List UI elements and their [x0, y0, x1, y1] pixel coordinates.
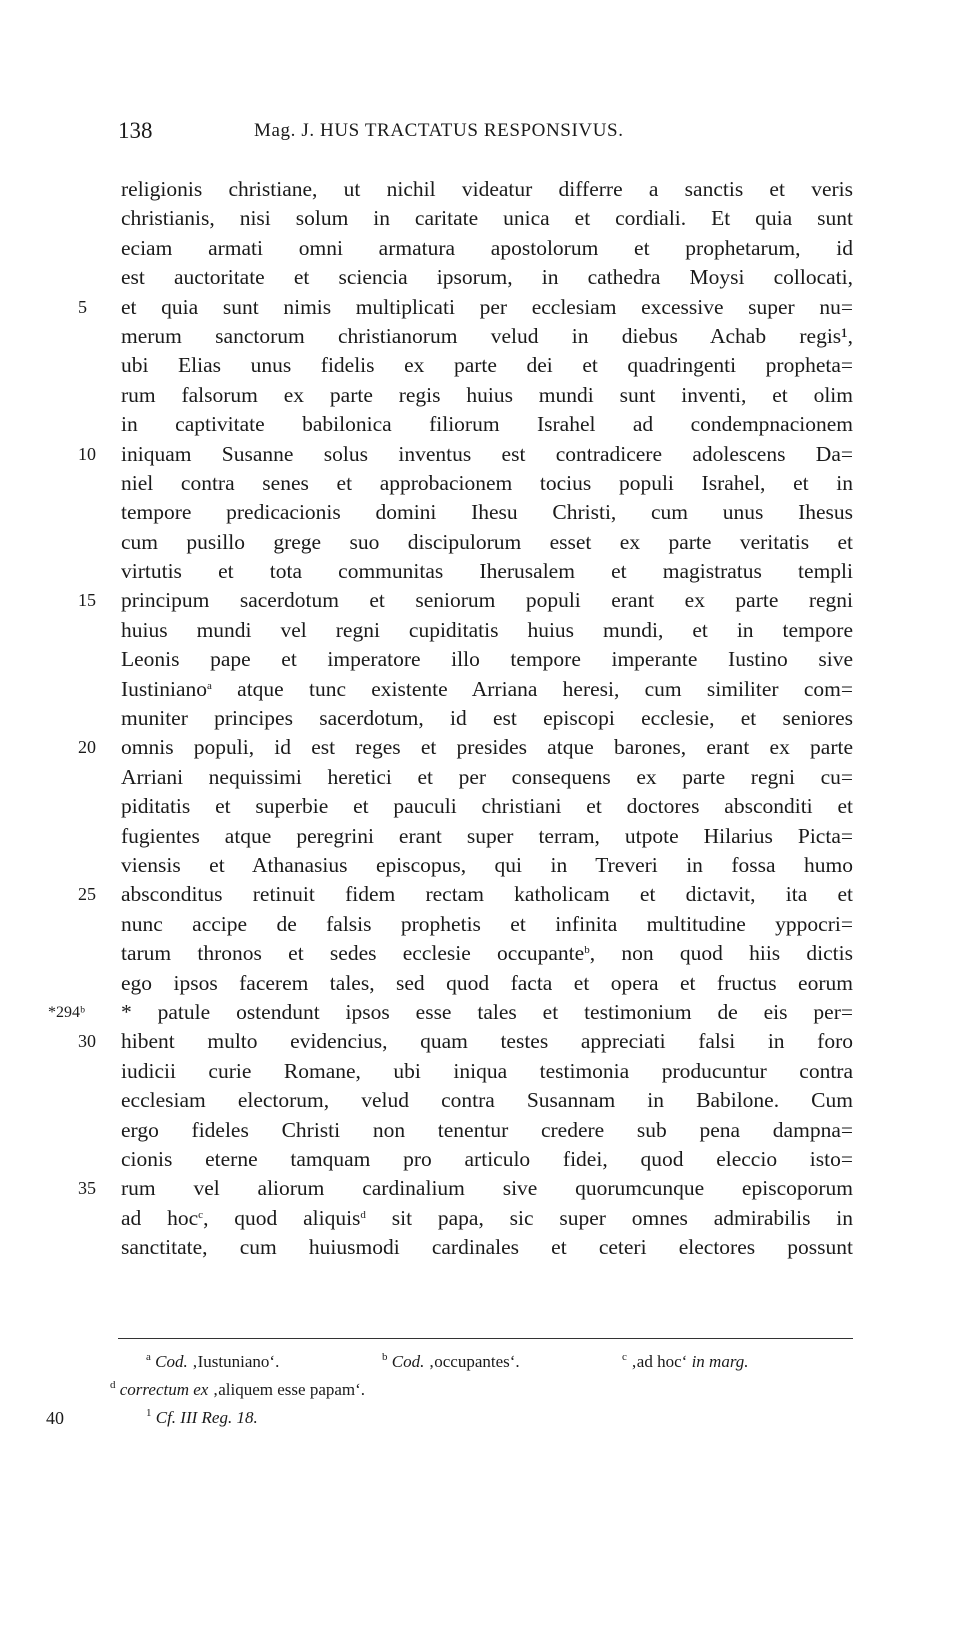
line-text: ad hoc$^c$, quod aliquis$^d$ sit papa, sic super omnes admirabilis in	[121, 1205, 853, 1230]
text-line	[0, 293, 960, 322]
line-text: * patule ostendunt ipsos esse tales et testimonium de eis per=	[121, 999, 853, 1024]
line-text: ego ipsos facerem tales, sed quod facta et opera et fructus eorum	[121, 970, 853, 995]
line-text: religionis christiane, ut nichil videatur differre a sanctis et veris	[121, 177, 853, 201]
line-number: 25	[78, 884, 96, 905]
line-number: 35	[78, 1178, 96, 1199]
line-text: Leonis pape et imperatore illo tempore imperante Iustino sive	[121, 647, 853, 672]
text-line	[0, 263, 960, 292]
text-line	[0, 322, 960, 351]
line-text: muniter principes sacerdotum, id est episcopi ecclesie, et seniores	[121, 706, 853, 731]
line-text: omnis populi, id est reges et presides atque barones, erant ex parte	[121, 735, 853, 760]
text-line	[0, 822, 960, 851]
footnote-text: ‚ad hoc‘	[631, 1352, 688, 1371]
line-text: tempore predicacionis domini Ihesu Christi, cum unus Ihesus	[121, 500, 853, 525]
line-text: absconditus retinuit fidem rectam katholicam et dictavit, ita et	[121, 882, 853, 907]
footnote-row	[0, 1404, 960, 1432]
text-line	[0, 763, 960, 792]
line-number: 15	[78, 590, 96, 611]
text-line	[0, 998, 960, 1027]
line-text: in captivitate babilonica filiorum Israhel ad condempnacionem	[121, 412, 853, 437]
footnote-text: Cf. III Reg. 18.	[155, 1408, 258, 1427]
footnote-a	[146, 1348, 279, 1376]
line-text: huius mundi vel regni cupiditatis huius mundi, et in tempore	[121, 617, 853, 642]
folio-marker: *294ᵇ	[48, 1003, 85, 1021]
text-line	[0, 675, 960, 704]
line-text: fugientes atque peregrini erant super terram, utpote Hilarius Picta=	[121, 823, 853, 848]
line-text: cionis eterne tamquam pro articulo fidei, quod eleccio isto=	[121, 1146, 853, 1171]
text-line	[0, 1027, 960, 1056]
footnote-c	[622, 1348, 749, 1376]
line-text: nunc accipe de falsis prophetis et infinita multitudine yppocri=	[121, 911, 853, 936]
line-text: sanctitate, cum huiusmodi cardinales et ceteri electores possunt	[121, 1235, 853, 1260]
line-text: cum pusillo grege suo discipulorum esset ex parte veritatis et	[121, 529, 853, 554]
text-line	[0, 351, 960, 380]
line-number: 20	[78, 737, 96, 758]
footnote-divider	[118, 1338, 853, 1339]
footnote-tail: in marg.	[691, 1352, 749, 1371]
footnote-text: ‚aliquem esse papam‘.	[212, 1380, 366, 1399]
text-line	[0, 969, 960, 998]
line-number: 10	[78, 443, 96, 464]
line-text: tarum thronos et sedes ecclesie occupante$^b$, non quod hiis dictis	[121, 941, 853, 966]
footnote-mark: b	[382, 1351, 388, 1363]
line-text: rum vel aliorum cardinalium sive quorumcunque episcoporum	[121, 1176, 853, 1201]
text-line	[0, 469, 960, 498]
text-line	[0, 528, 960, 557]
footnote-mark: c	[622, 1351, 627, 1363]
text-line	[0, 733, 960, 762]
line-text: ergo fideles Christi non tenentur credere sub pena dampna=	[121, 1117, 853, 1142]
text-line	[0, 851, 960, 880]
text-line	[0, 1174, 960, 1203]
line-text: ubi Elias unus fidelis ex parte dei et quadringenti propheta=	[121, 353, 853, 378]
running-head: Mag. J. HUS TRACTATUS RESPONSIVUS.	[254, 120, 624, 141]
text-line	[0, 910, 960, 939]
footnote-row	[0, 1376, 960, 1404]
footnote-label: Cod.	[391, 1352, 425, 1371]
text-line	[0, 1204, 960, 1233]
footnote-label: Cod.	[155, 1352, 188, 1371]
text-line	[0, 410, 960, 439]
footnote-b	[382, 1348, 520, 1376]
text-line	[0, 204, 960, 233]
text-line	[0, 645, 960, 674]
text-line	[0, 939, 960, 968]
line-text: et quia sunt nimis multiplicati per ecclesiam excessive super nu=	[121, 294, 853, 319]
footnotes	[0, 1348, 960, 1432]
text-line	[0, 616, 960, 645]
page-number: 138	[118, 118, 153, 143]
text-line	[0, 1057, 960, 1086]
text-line	[0, 381, 960, 410]
line-number: 40	[46, 1408, 64, 1428]
line-text: iudicii curie Romane, ubi iniqua testimonia producuntur contra	[121, 1058, 853, 1083]
text-line	[0, 175, 960, 204]
text-line	[0, 704, 960, 733]
text-line	[0, 557, 960, 586]
text-line	[0, 792, 960, 821]
text-line	[0, 1145, 960, 1174]
main-text	[0, 175, 960, 1262]
line-text: iniquam Susanne solus inventus est contradicere adolescens Da=	[121, 441, 853, 466]
line-text: principum sacerdotum et seniorum populi erant ex parte regni	[121, 588, 853, 613]
footnote-text: ‚Iustuniano‘.	[191, 1352, 280, 1371]
text-line	[0, 498, 960, 527]
text-line	[0, 880, 960, 909]
footnote-label: correctum ex	[119, 1380, 209, 1399]
line-text: christianis, nisi solum in caritate unica et cordiali. Et quia sunt	[121, 206, 853, 231]
line-text: piditatis et superbie et pauculi christiani et doctores absconditi et	[121, 794, 853, 819]
footnote-1	[146, 1404, 258, 1432]
page-header	[118, 118, 758, 148]
text-line	[0, 1086, 960, 1115]
footnote-row	[0, 1348, 960, 1376]
text-line	[0, 440, 960, 469]
line-number: 30	[78, 1031, 96, 1052]
line-text: virtutis et tota communitas Iherusalem et magistratus templi	[121, 559, 853, 584]
footnote-d	[110, 1376, 365, 1404]
footnote-mark: a	[146, 1351, 151, 1363]
line-text: ecclesiam electorum, velud contra Susannam in Babilone. Cum	[121, 1088, 853, 1113]
line-text: est auctoritate et sciencia ipsorum, in cathedra Moysi collocati,	[121, 265, 853, 290]
text-line	[0, 586, 960, 615]
line-text: Arriani nequissimi heretici et per consequens ex parte regni cu=	[121, 764, 853, 789]
line-text: Iustiniano$^a$ atque tunc existente Arriana heresi, cum similiter com=	[121, 676, 853, 701]
line-text: eciam armati omni armatura apostolorum et prophetarum, id	[121, 235, 853, 260]
line-text: merum sanctorum christianorum velud in diebus Achab regis¹,	[121, 323, 853, 348]
footnote-mark: d	[110, 1379, 116, 1391]
line-text: viensis et Athanasius episcopus, qui in Treveri in fossa humo	[121, 852, 853, 877]
text-line	[0, 234, 960, 263]
text-line	[0, 1233, 960, 1262]
footnote-text: ‚occupantes‘.	[428, 1352, 520, 1371]
line-text: hibent multo evidencius, quam testes appreciati falsi in foro	[121, 1029, 853, 1054]
line-text: niel contra senes et approbacionem tocius populi Israhel, et in	[121, 470, 853, 495]
line-number: 5	[78, 296, 87, 317]
line-text: rum falsorum ex parte regis huius mundi sunt inventi, et olim	[121, 382, 853, 407]
text-line	[0, 1116, 960, 1145]
footnote-mark: 1	[146, 1407, 152, 1419]
